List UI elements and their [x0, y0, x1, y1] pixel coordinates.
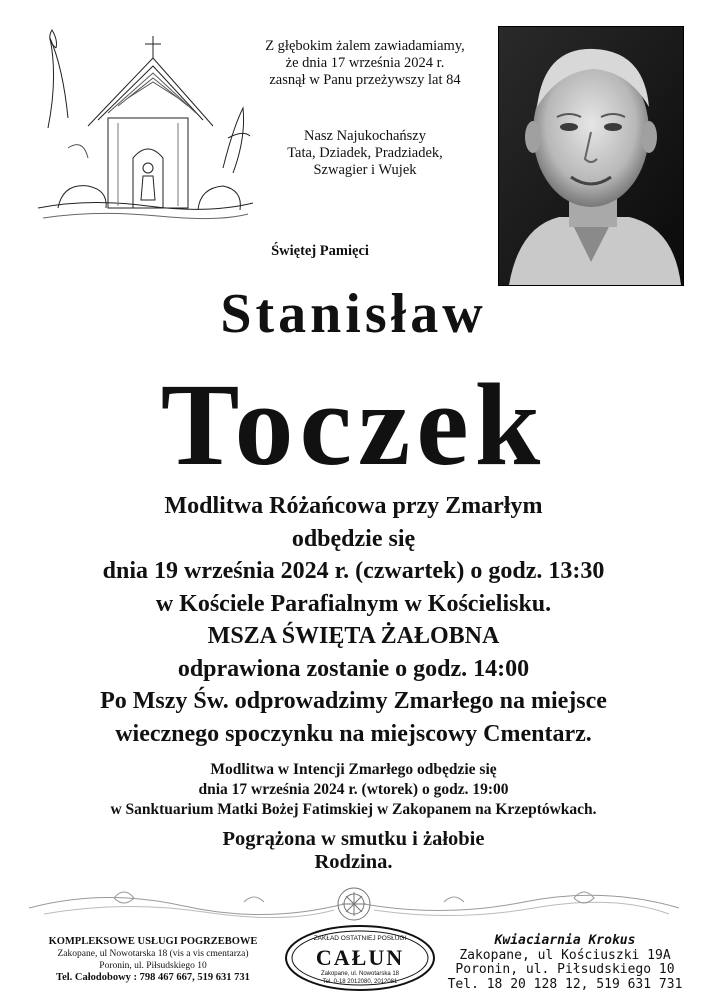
logo-top-text: ZAKŁAD OSTATNIEJ POSŁUGI	[313, 935, 407, 942]
decorative-ornament	[24, 878, 684, 928]
ceremony-line: Modlitwa Różańcowa przy Zmarłym	[164, 493, 543, 519]
family-titles	[250, 128, 480, 179]
prayer-details	[20, 760, 687, 820]
announcement-line: że dnia 17 września 2024 r.	[285, 55, 445, 71]
logo-name: CAŁUN	[315, 945, 405, 970]
family-title-line: Szwagier i Wujek	[313, 162, 417, 178]
footer-right-line: Poronin, ul. Piłsudskiego 10	[455, 962, 675, 977]
calun-logo	[280, 922, 440, 994]
chapel-sketch-image	[28, 18, 258, 228]
announcement-line: zasnął w Panu przeżywszy lat 84	[269, 72, 461, 88]
mourning-line: Rodzina.	[314, 851, 393, 873]
memory-label: Świętej Pamięci	[271, 243, 369, 259]
ceremony-line: Po Mszy Św. odprowadzimy Zmarłego na miejsce	[100, 688, 607, 714]
ceremony-line: MSZA ŚWIĘTA ŻAŁOBNA	[207, 623, 500, 649]
florist-info	[430, 934, 700, 992]
footer-left-line: Tel. Całodobowy : 798 467 667, 519 631 731	[56, 972, 250, 983]
announcement-text	[230, 38, 500, 89]
mourning-line: Pogrążona w smutku i żałobie	[222, 828, 485, 850]
ceremony-line: odprawiona zostanie o godz. 14:00	[177, 655, 530, 682]
funeral-services-info	[8, 936, 298, 984]
family-title-line: Nasz Najukochańszy	[304, 128, 426, 144]
footer-right-line: Zakopane, ul Kościuszki 19A	[459, 947, 671, 963]
first-name: Stanisław	[220, 283, 487, 345]
ceremony-line: w Kościele Parafialnym w Kościelisku.	[155, 590, 552, 617]
announcement-line: Z głębokim żalem zawiadamiamy,	[265, 38, 465, 54]
mourning-signature	[0, 828, 707, 874]
ceremony-line: wiecznego spoczynku na miejscowy Cmentarz.	[115, 720, 592, 747]
ceremony-line: dnia 19 września 2024 r. (czwartek) o godz. 13:30	[102, 558, 605, 584]
ceremony-details	[20, 490, 687, 750]
logo-bottom-text: Zakopane, ul. Nowotarska 18	[320, 971, 400, 977]
prayer-line: Modlitwa w Intencji Zmarłego odbędzie się	[210, 761, 497, 778]
portrait-image	[499, 27, 683, 285]
prayer-line: w Sanktuarium Matki Bożej Fatimskiej w Zakopanem na Krzeptówkach.	[110, 801, 597, 818]
ceremony-line: odbędzie się	[291, 525, 416, 552]
surname: Toczek	[160, 359, 547, 490]
footer-left-line: Zakopane, ul Nowotarska 18 (vis a vis cmentarza)	[57, 949, 249, 959]
footer-left-line: KOMPLEKSOWE USŁUGI POGRZEBOWE	[48, 936, 258, 947]
portrait-photo	[498, 26, 684, 286]
footer-right-line: Kwiaciarnia Krokus	[494, 933, 636, 948]
logo-phone-text: Tel. 0-18 2012080, 2012081	[322, 979, 398, 985]
footer-left-line: Poronin, ul. Piłsudskiego 10	[99, 961, 207, 971]
footer-right-line: Tel. 18 20 128 12, 519 631 731	[447, 976, 683, 992]
family-title-line: Tata, Dziadek, Pradziadek,	[287, 145, 443, 161]
prayer-line: dnia 17 września 2024 r. (wtorek) o godz. 19:00	[198, 781, 509, 798]
